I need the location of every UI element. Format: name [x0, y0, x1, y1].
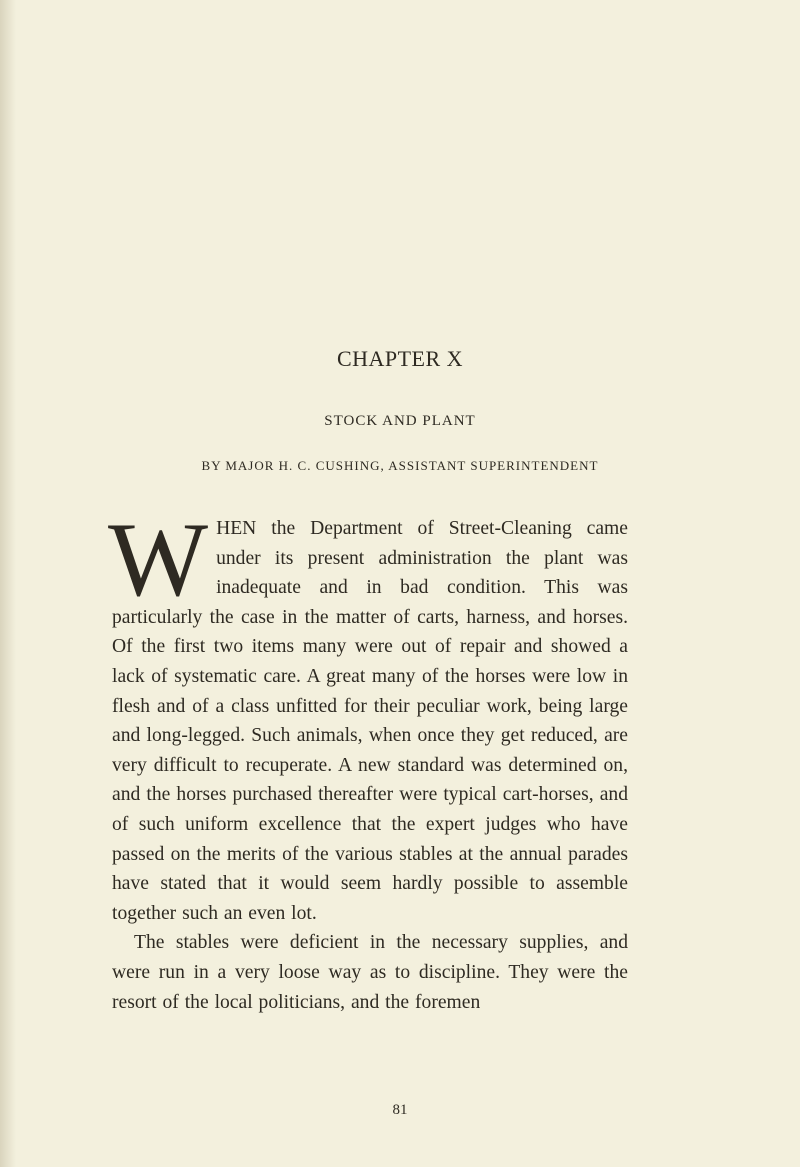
chapter-title: CHAPTER X [336, 346, 464, 371]
paragraph-2-text: The stables were deficient in the necessary supplies, and were run in a very loose way as to discipline. They were the resort of the local politicians, and the foremen [112, 932, 628, 1013]
page-edge-shadow [0, 0, 16, 1167]
drop-cap: W [108, 501, 209, 618]
chapter-body [108, 501, 628, 1017]
chapter-byline: BY MAJOR H. C. CUSHING, ASSISTANT SUPERINTENDENT [201, 458, 599, 473]
chapter-subtitle: STOCK AND PLANT [324, 413, 476, 429]
paragraph-1 [108, 501, 628, 928]
page-number: 81 [392, 1102, 408, 1118]
paragraph-1-text: HEN the Department of Street-Cleaning came under its present administration the plant was inadequate and in bad condition. This was particularly the case in the matter of carts, harness, and horses. Of the first two items many were out of repair and showed a lack of systematic care. A great many of the horses were low in flesh and of a class unfitted for their peculiar work, being large and long-legged. Such animals, when once they get reduced, are very difficult to recuperate. A new standard was determined on, and the horses purchased thereafter were typical cart-horses, and of such uniform excellence that the expert judges who have passed on the merits of the various stables at the annual parades have stated that it would seem hardly possible to assemble together such an even lot. [112, 518, 628, 924]
paragraph-2 [112, 928, 628, 1017]
